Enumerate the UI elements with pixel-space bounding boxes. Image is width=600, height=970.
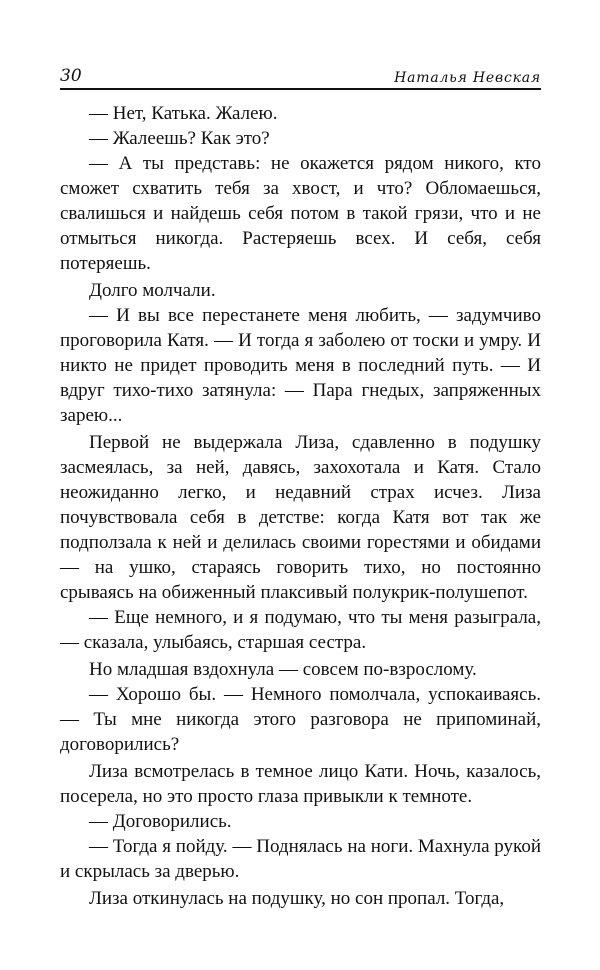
paragraph: Лиза откинулась на подушку, но сон пропал. Тогда,	[89, 888, 505, 909]
paragraph: Лиза всмотрелась в темное лицо Кати. Ночь, казалось, посерела, но это просто глаза привыкли к темноте.	[60, 761, 541, 807]
paragraph: — Нет, Катька. Жалею.	[89, 103, 278, 124]
running-title-author: Наталья Невская	[394, 70, 541, 86]
page-number: 30	[60, 66, 82, 86]
paragraph: — Жалеешь? Как это?	[89, 128, 270, 149]
paragraph: Но младшая вздохнула — совсем по-взрослому.	[89, 659, 477, 680]
paragraph: — Тогда я пойду. — Поднялась на ноги. Махнула рукой и скрылась за дверью.	[60, 836, 541, 882]
paragraph: — И вы все перестанете меня любить, — задумчиво проговорила Катя. — И тогда я заболею от тоски и умру. И никто не придет проводить меня в последний путь. — И вдруг тихо-тихо затянула: — Пара гнедых, запряженных зарею...	[60, 305, 541, 426]
paragraph: — Еще немного, и я подумаю, что ты меня разыграла, — сказала, улыбаясь, старшая сестра.	[60, 607, 541, 653]
paragraph: Первой не выдержала Лиза, сдавленно в подушку засмеялась, за ней, давясь, захохотала и Катя. Стало неожиданно легко, и недавний страх исчез. Лиза почувствовала себя в детстве: когда Катя вот так же подползала к ней и делилась своими горестями и обидами — на ушко, стараясь говорить тихо, но постоянно срываясь на обиженный плаксивый полукрик-полушепот.	[60, 432, 541, 603]
paragraph: — Договорились.	[89, 811, 232, 832]
running-head	[60, 64, 541, 90]
body-text	[60, 101, 541, 911]
paragraph: — А ты представь: не окажется рядом никого, кто сможет схватить тебя за хвост, и что? Обломаешься, свалишься и найдешь себя потом в такой грязи, что и не отмыться никогда. Растеряешь всех. И себя, себя потеряешь.	[60, 153, 541, 274]
paragraph: — Хорошо бы. — Немного помолчала, успокаиваясь. — Ты мне никогда этого разговора не припоминай, договорились?	[60, 684, 541, 755]
paragraph: Долго молчали.	[89, 280, 216, 301]
book-page	[60, 64, 541, 911]
